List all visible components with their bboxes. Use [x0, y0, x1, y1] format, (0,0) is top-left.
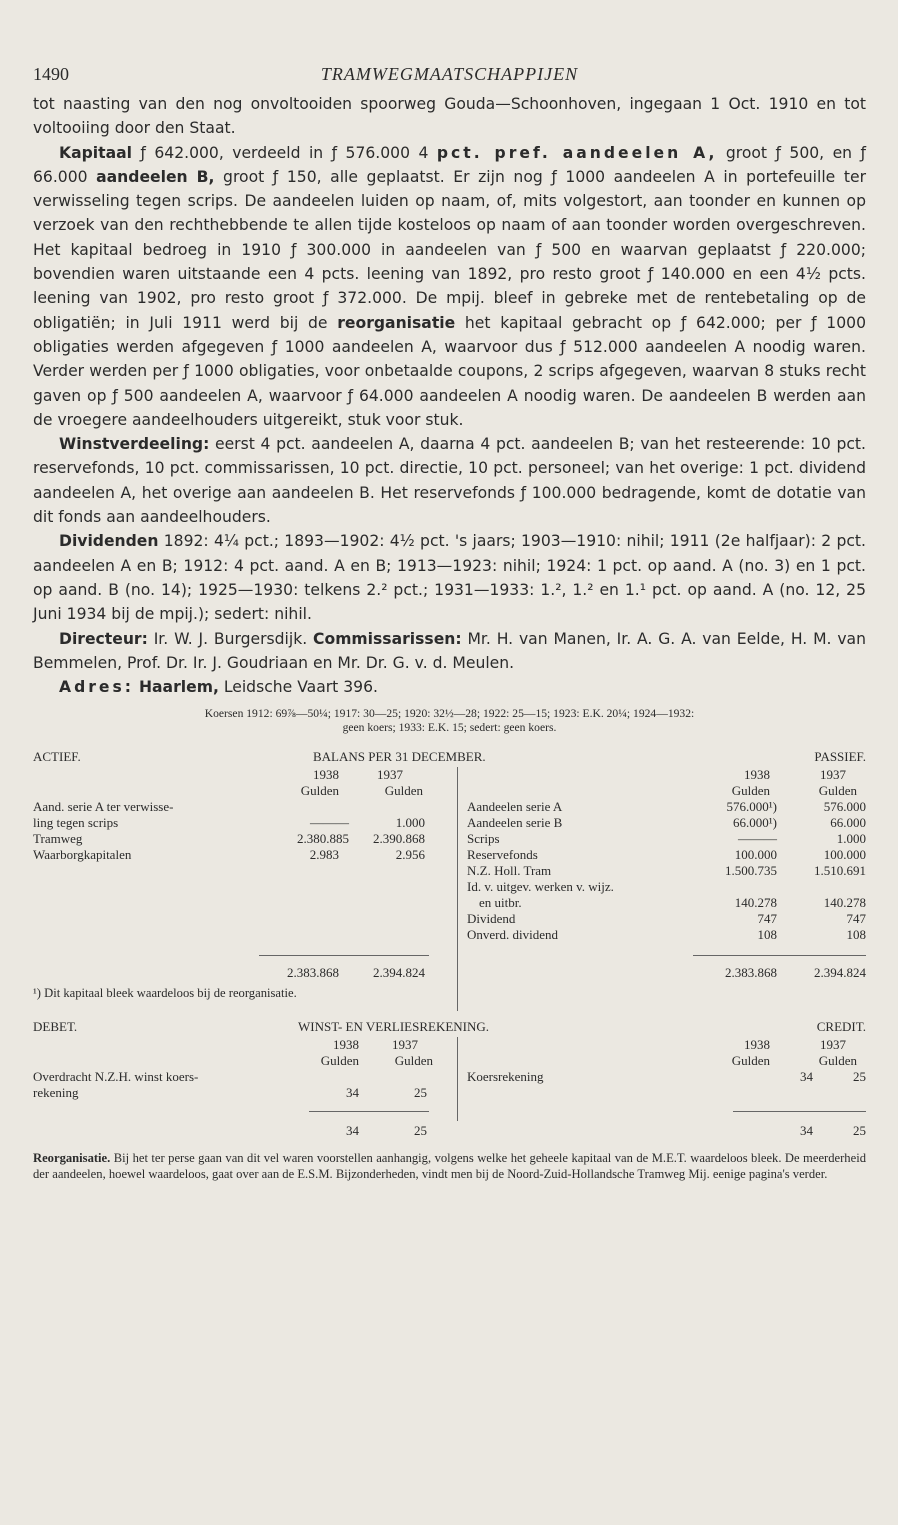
actief-label-cont: ling tegen scrips [33, 815, 119, 831]
kapitaal-label: Kapitaal [59, 143, 132, 162]
dividenden-text: 1892: 4¼ pct.; 1893—1902: 4½ pct. 's jaars; 1903—1910: nihil; 1911 (2e halfjaar): 2 pct. aandeelen A en B; 1912: 4 pct. aand. A en B; 1913—1923: nihil; 1924: 1 pct. op aand. A (no. 3) en 1 pct. op aand. B (no. 14); 1925—1930: telkens 2.² pct.; 1931—1933: 1.², 1.² en 1.¹ pct. op aand. A (no. 12, 25 Juni 1934 bij de mpij.); sedert: nihil. [33, 532, 866, 624]
debet-row [33, 1085, 866, 1101]
debet-heading: DEBET. [33, 1019, 78, 1035]
credit-year-1937: 1937 [820, 1037, 846, 1053]
paragraph-adres [33, 675, 866, 699]
directeur-label: Directeur: [59, 629, 148, 648]
debet-value-1938: 34 [346, 1085, 359, 1101]
passief-unit-2: Gulden [818, 783, 857, 799]
passief-label: Id. v. uitgev. werken v. wijz. [467, 879, 614, 895]
winstverdeeling-text: eerst 4 pct. aandeelen A, daarna 4 pct. aandeelen B; van het resteerende: 10 pct. reservefonds, 10 pct. commissarissen, 10 pct. directie, 10 pct. personeel; van het overige: 1 pct. dividend aandeelen A, het overige aan aandeelen B. Het reservefonds ƒ 100.000 bedragende, komt de dotatie van dit fonds aan aandeelhouders. [33, 435, 866, 527]
paragraph-directie [33, 627, 866, 676]
actief-label: Tramweg [33, 831, 83, 847]
debet-total-1938: 34 [346, 1123, 359, 1139]
actief-total-1938: 2.383.868 [287, 965, 339, 981]
kapitaal-text-a: ƒ 642.000, verdeeld in ƒ 576.000 4 [131, 143, 437, 162]
dividenden-label: Dividenden [59, 532, 159, 551]
passief-label: Onverd. dividend [467, 927, 558, 943]
commissarissen-label: Commissarissen: [313, 629, 462, 648]
actief-value-1938: 2.380.885 [297, 831, 349, 847]
credit-label: Koersrekening [467, 1069, 544, 1085]
credit-total-1938: 34 [800, 1123, 813, 1139]
passief-row [33, 879, 866, 895]
adres-text: Leidsche Vaart 396. [218, 678, 378, 697]
winst-verlies-table [33, 1019, 866, 1143]
passief-value-1938: 747 [757, 911, 777, 927]
winst-totals [33, 1123, 866, 1139]
actief-unit-1: Gulden [300, 783, 339, 799]
credit-total-1937: 25 [853, 1123, 866, 1139]
debet-label: Overdracht N.Z.H. winst koers- [33, 1069, 199, 1085]
page-number: 1490 [33, 64, 69, 84]
actief-row [33, 799, 866, 815]
passief-value-1937: 108 [846, 927, 866, 943]
credit-year-1938: 1938 [744, 1037, 770, 1053]
passief-row [33, 927, 866, 943]
actief-heading: ACTIEF. [33, 749, 81, 765]
balans-heading: BALANS PER 31 DECEMBER. [313, 749, 486, 765]
page [33, 58, 866, 1182]
commissarissen-text: Mr. H. van Manen, Ir. A. G. A. van Eelde, H. M. van Bemmelen, Prof. Dr. Ir. J. Goudriaan en Mr. Dr. G. v. d. Meulen. [33, 629, 866, 672]
passief-label: Scrips [467, 831, 500, 847]
passief-value-1937: 66.000 [830, 815, 866, 831]
reorganisatie-note [33, 1151, 866, 1181]
adres-city: Haarlem, [138, 678, 219, 697]
passief-label: Aandeelen serie B [467, 815, 563, 831]
body-text [33, 92, 866, 699]
debet-row [33, 1069, 866, 1085]
passief-label-cont: en uitbr. [479, 895, 522, 911]
actief-value-1937: 2.390.868 [373, 831, 425, 847]
credit-heading: CREDIT. [816, 1019, 866, 1035]
actief-total-1937: 2.394.824 [373, 965, 425, 981]
passief-value-1938: ——— [738, 831, 777, 847]
kapitaal-reorganisatie: reorganisatie [337, 313, 456, 332]
actief-row [33, 815, 866, 831]
passief-year-1937: 1937 [820, 767, 846, 783]
paragraph-dividenden [33, 529, 866, 626]
balans-table [33, 749, 866, 1011]
winstverdeeling-label: Winstverdeeling: [59, 435, 210, 454]
passief-value-1938: 1.500.735 [725, 863, 777, 879]
passief-label: Aandeelen serie A [467, 799, 563, 815]
passief-total-rule [693, 955, 866, 956]
passief-label: N.Z. Holl. Tram [467, 863, 552, 879]
debet-year-1937: 1937 [392, 1037, 418, 1053]
actief-year-1938: 1938 [313, 767, 339, 783]
actief-value-1938: ——— [310, 815, 349, 831]
actief-year-1937: 1937 [377, 767, 403, 783]
debet-total-1937: 25 [414, 1123, 427, 1139]
passief-year-1938: 1938 [744, 767, 770, 783]
adres-label: Adres: [59, 678, 135, 697]
credit-value-1938: 34 [800, 1069, 813, 1085]
actief-row [33, 847, 866, 863]
actief-label: Waarborgkapitalen [33, 847, 132, 863]
actief-value-1937: 1.000 [395, 815, 425, 831]
kapitaal-text-b: groot ƒ 500, en ƒ 66.000 [33, 143, 866, 186]
reorganisatie-label: Reorganisatie. [33, 1151, 111, 1166]
reorganisatie-text: Bij het ter perse gaan van dit vel waren voorstellen aanhangig, volgens welke het geheele kapitaal van de M.E.T. waardeloos bleek. De meerderheid der aandeelen, hoewel waardeloos, gaat over aan de E.S.M. Bijzonderheden, vindt men bij de Noord-Zuid-Hollandsche Tramweg Mij. eenige pagina's verder. [33, 1151, 866, 1181]
passief-value-1938: 100.000 [734, 847, 777, 863]
passief-value-1937: 1.510.691 [814, 863, 866, 879]
kapitaal-text-d: het kapitaal gebracht op ƒ 642.000; per ƒ 1000 obligaties werden afgegeven ƒ 1000 aandeelen A, waarvoor dus ƒ 512.000 aandeelen A noodig waren. Verder werden per ƒ 1000 obligaties, voor onbetaalde coupons, 2 scrips afgegeven, waarvan 8 stuks recht gaven op ƒ 500 aandeelen A, waarvoor ƒ 64.000 aandeelen A noodig waren. De aandeelen B werden aan de vroegere aandeelhouders uitgereikt, stuk voor stuk. [33, 313, 866, 429]
passief-unit-1: Gulden [731, 783, 770, 799]
koersen-line-1: Koersen 1912: 69⅞—50¼; 1917: 30—25; 1920: 32½—28; 1922: 25—15; 1923: E.K. 20¼; 1924—1932: [204, 707, 695, 721]
credit-unit-1: Gulden [731, 1053, 770, 1069]
running-title: TRAMWEGMAATSCHAPPIJEN [320, 64, 579, 84]
actief-unit-2: Gulden [384, 783, 423, 799]
passief-value-1938: 576.000¹) [726, 799, 777, 815]
debet-unit-1: Gulden [320, 1053, 359, 1069]
koersen-line-2: geen koers; 1933: E.K. 15; sedert: geen koers. [342, 721, 557, 735]
passief-value-1938: 108 [757, 927, 777, 943]
passief-value-1937: 576.000 [823, 799, 866, 815]
credit-unit-2: Gulden [818, 1053, 857, 1069]
passief-row [33, 863, 866, 879]
passief-total-1937: 2.394.824 [814, 965, 866, 981]
paragraph-intro: tot naasting van den nog onvoltooiden spoorweg Gouda—Schoonhoven, ingegaan 1 Oct. 1910 en tot voltooiing door den Staat. [33, 95, 866, 138]
kapitaal-pref: pct. pref. aandeelen A, [436, 143, 718, 162]
passief-value-1937: 1.000 [836, 831, 866, 847]
credit-total-rule [733, 1111, 866, 1112]
koersen [33, 707, 866, 735]
actief-label: Aand. serie A ter verwisse- [33, 799, 174, 815]
passief-row [33, 895, 866, 911]
paragraph-winstverdeeling [33, 432, 866, 529]
passief-value-1937: 100.000 [823, 847, 866, 863]
kapitaal-text-c: groot ƒ 150, alle geplaatst. Er zijn nog ƒ 1000 aandeelen A in portefeuille ter verwisseling tegen scrips. De aandeelen luiden op naam, of, mits volgestort, aan toonder en kunnen op verzoek van den rechthebbende te allen tijde kosteloos op naam of aan toonder worden overgeschreven. Het kapitaal bedroeg in 1910 ƒ 300.000 in aandeelen van ƒ 500 en waarvan geplaatst ƒ 220.000; bovendien waren uitstaande een 4 pcts. leening van 1892, pro resto groot ƒ 140.000 en een 4½ pcts. leening van 1902, pro resto groot ƒ 372.000. De mpij. bleef in gebreke met de rentebetaling op de obligatiën; in Juli 1911 werd bij de [33, 167, 866, 332]
balans-totals [33, 965, 866, 981]
actief-total-rule [259, 955, 429, 956]
debet-value-1937: 25 [414, 1085, 427, 1101]
debet-unit-2: Gulden [394, 1053, 433, 1069]
passief-label: Reservefonds [467, 847, 538, 863]
kapitaal-aandeelen-b: aandeelen B, [96, 167, 215, 186]
paragraph-kapitaal [33, 141, 866, 433]
passief-label: Dividend [467, 911, 516, 927]
passief-total-1938: 2.383.868 [725, 965, 777, 981]
debet-label-cont: rekening [33, 1085, 79, 1101]
winst-heading: WINST- EN VERLIESREKENING. [298, 1019, 490, 1035]
debet-total-rule [309, 1111, 429, 1112]
passief-row [33, 911, 866, 927]
directeur-text: Ir. W. J. Burgersdijk. [147, 629, 314, 648]
passief-value-1937: 747 [846, 911, 866, 927]
passief-value-1938: 66.000¹) [733, 815, 777, 831]
credit-value-1937: 25 [853, 1069, 866, 1085]
actief-value-1938: 2.983 [309, 847, 339, 863]
passief-value-1938: 140.278 [734, 895, 777, 911]
actief-row [33, 831, 866, 847]
page-header [33, 58, 866, 92]
balans-footnote: ¹) Dit kapitaal bleek waardeloos bij de reorganisatie. [33, 986, 297, 1001]
passief-value-1937: 140.278 [823, 895, 866, 911]
actief-value-1937: 2.956 [395, 847, 425, 863]
passief-heading: PASSIEF. [814, 749, 866, 765]
debet-year-1938: 1938 [333, 1037, 359, 1053]
